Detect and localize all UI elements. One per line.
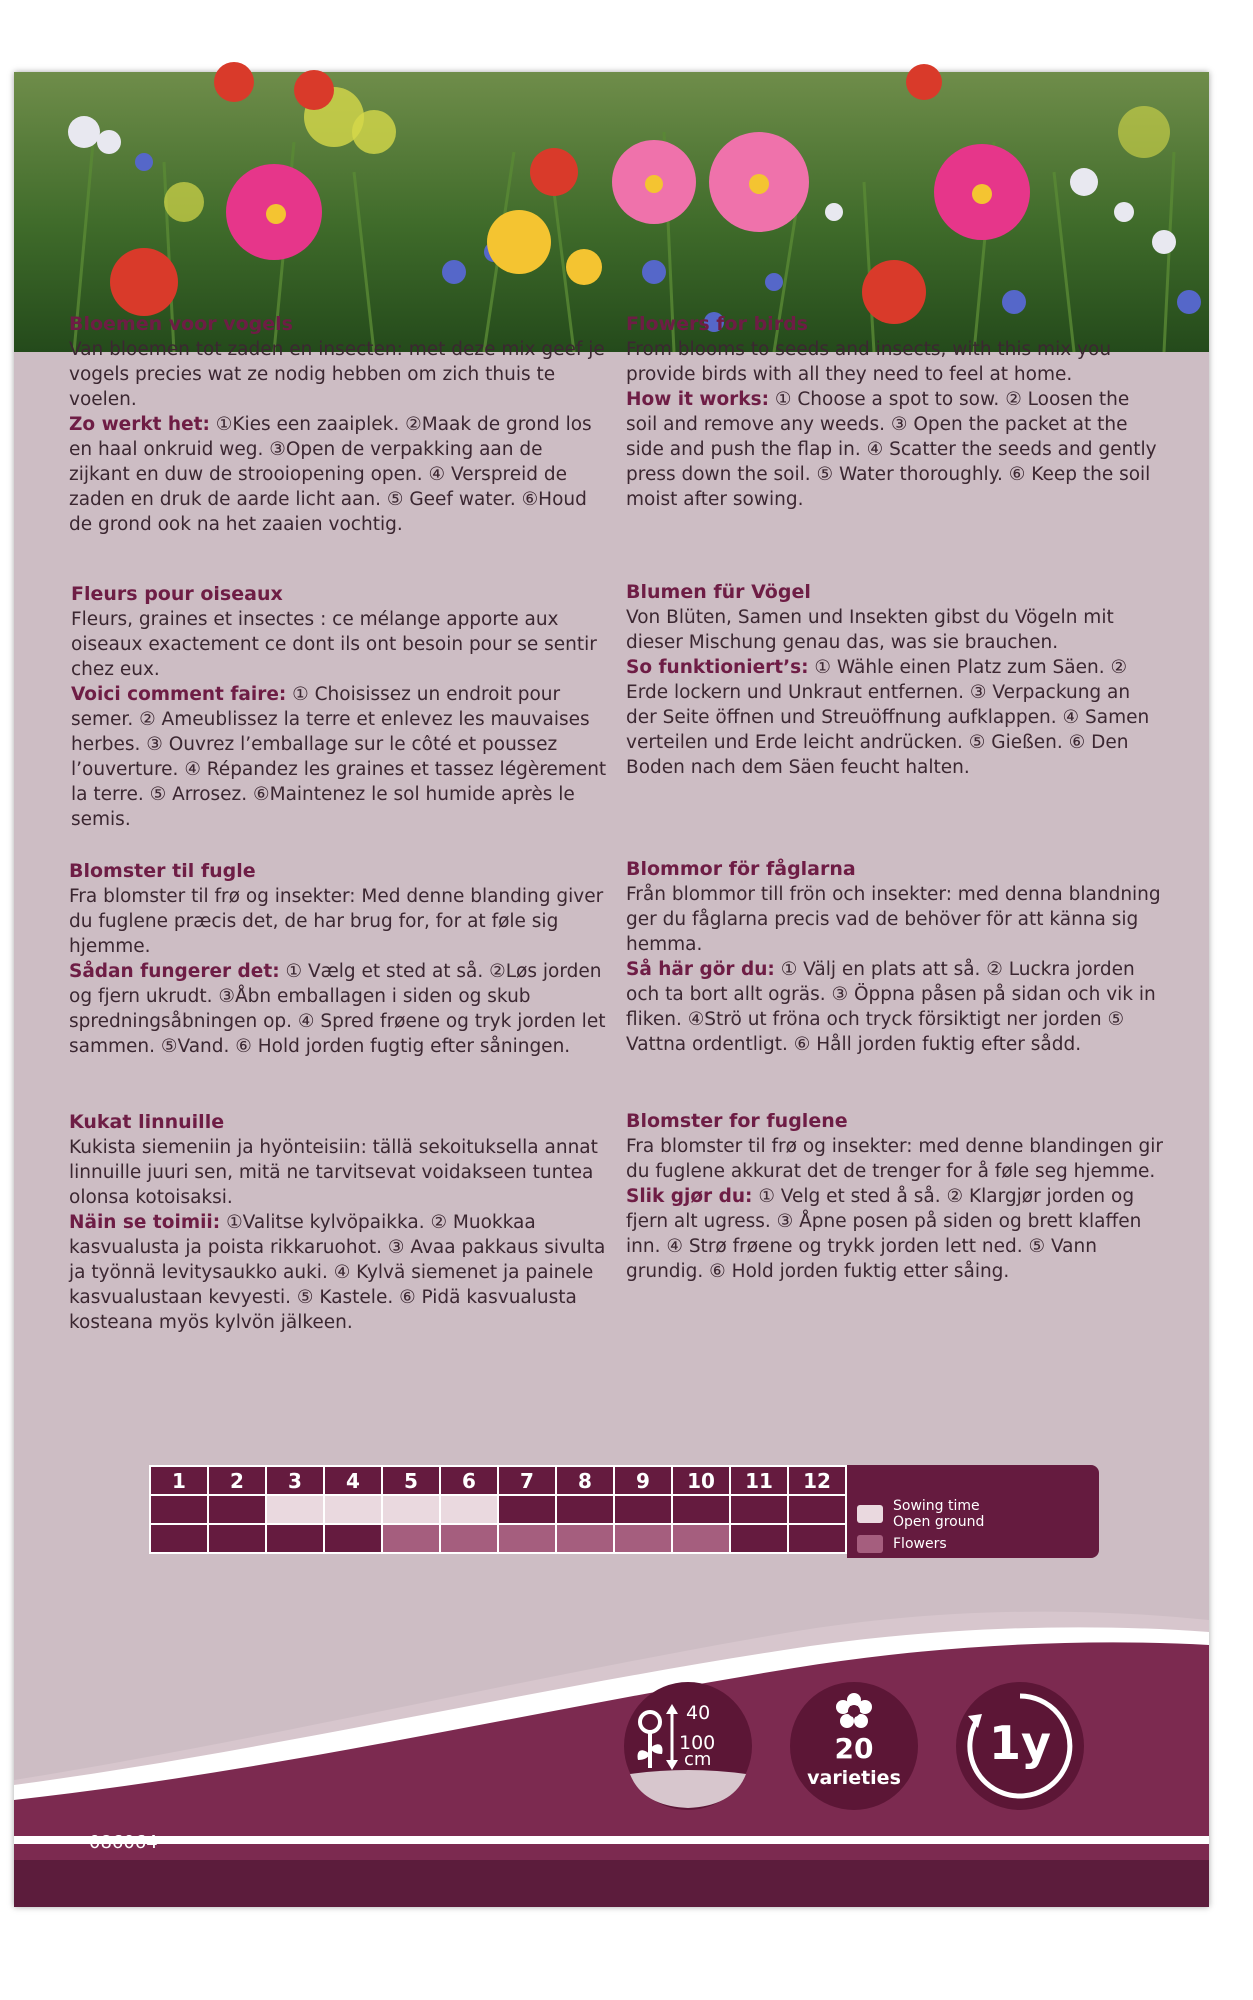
howto-swedish <box>626 957 1166 1057</box>
flowers-cell <box>383 1525 439 1552</box>
heading-english: Flowers for birds <box>626 313 808 335</box>
flowers-cell <box>267 1525 323 1552</box>
sowing-cell <box>383 1496 439 1523</box>
flowers-cell <box>731 1525 787 1552</box>
flowers-cell <box>615 1525 671 1552</box>
intro-french: Fleurs, graines et insectes : ce mélange apporte aux oiseaux exactement ce dont ils ont besoin pour se sentir chez eux. <box>71 609 597 680</box>
sowing-cell <box>441 1496 497 1523</box>
howto-label-french: Voici comment faire: <box>71 684 287 705</box>
calendar-month-row <box>151 1467 845 1494</box>
legend-flowers-label: Flowers <box>893 1536 947 1552</box>
howto-label-norwegian: Slik gjør du: <box>626 1186 753 1207</box>
calendar-legend <box>847 1465 1099 1558</box>
month-1: 1 <box>151 1467 207 1494</box>
varieties-count: 20 <box>834 1732 874 1765</box>
flowers-cell <box>151 1525 207 1552</box>
lifespan-value: 1y <box>989 1716 1051 1770</box>
heading-norwegian: Blomster for fuglene <box>626 1110 848 1132</box>
text-finnish <box>69 1110 609 1335</box>
howto-dutch <box>69 412 609 537</box>
intro-norwegian: Fra blomster til frø og insekter: med denne blandingen gir du fuglene akkurat det de trenger for å føle seg hjemme. <box>626 1136 1164 1182</box>
intro-danish: Fra blomster til frø og insekter: Med denne blanding giver du fuglene præcis det, de har brug for, for at føle sig hjemme. <box>69 886 604 957</box>
varieties-badge <box>790 1682 918 1810</box>
month-11: 11 <box>731 1467 787 1494</box>
text-french <box>71 582 611 832</box>
month-2: 2 <box>209 1467 265 1494</box>
heading-danish: Blomster til fugle <box>69 860 256 882</box>
month-8: 8 <box>557 1467 613 1494</box>
flowers-cell <box>673 1525 729 1552</box>
month-4: 4 <box>325 1467 381 1494</box>
howto-label-swedish: Så här gör du: <box>626 959 775 980</box>
seed-packet-back <box>14 72 1209 1951</box>
height-min: 40 <box>686 1702 711 1724</box>
month-7: 7 <box>499 1467 555 1494</box>
howto-text-french: ① Choisissez un endroit pour semer. ② Ameublissez la terre et enlevez les mauvaises herbes. ③ Ouvrez l’emballage sur le côté et poussez l’ouverture. ④ Répandez les graines et tassez légèrement la terre. ⑤ Arrosez. ⑥Maintenez le sol humide après le semis. <box>71 684 607 830</box>
tagline: A fresh look at seeds <box>249 1922 974 1951</box>
calendar-flowers-row <box>151 1525 845 1552</box>
sowing-cell <box>731 1496 787 1523</box>
howto-text-english: ① Choose a spot to sow. ② Loosen the soil and remove any weeds. ③ Open the packet at the side and push the flap in. ④ Scatter the seeds and gently press down the soil. ⑤ Water thoroughly. ⑥ Keep the soil moist after sowing. <box>626 389 1157 510</box>
howto-label-dutch: Zo werkt het: <box>69 414 210 435</box>
flowers-cell <box>209 1525 265 1552</box>
flowers-cell <box>441 1525 497 1552</box>
month-3: 3 <box>267 1467 323 1494</box>
legend-flowers <box>857 1535 947 1553</box>
sowing-cell <box>615 1496 671 1523</box>
flowers-cell <box>499 1525 555 1552</box>
howto-norwegian <box>626 1184 1166 1284</box>
text-german <box>626 580 1166 780</box>
text-english <box>626 312 1166 512</box>
month-5: 5 <box>383 1467 439 1494</box>
heading-swedish: Blommor för fåglarna <box>626 858 856 880</box>
sowing-cell <box>325 1496 381 1523</box>
howto-text-norwegian: ① Velg et sted å så. ② Klargjør jorden og fjern alt ugress. ③ Åpne posen på siden og brett klaffen inn. ④ Strø frøene og trykk jorden lett ned. ⑤ Vann grundig. ⑥ Hold jorden fuktig etter såing. <box>626 1186 1142 1282</box>
howto-text-dutch: ①Kies een zaaiplek. ②Maak de grond los en haal onkruid weg. ③Open de verpakking aan de zijkant en duw de strooiopening open. ④ Verspreid de zaden en druk de aarde licht aan. ⑤ Geef water. ⑥Houd de grond ook na het zaaien vochtig. <box>69 414 592 535</box>
heading-french: Fleurs pour oiseaux <box>71 583 283 605</box>
howto-label-finnish: Näin se toimii: <box>69 1212 221 1233</box>
legend-flowers-swatch <box>857 1535 883 1553</box>
sowing-cell <box>209 1496 265 1523</box>
height-unit: cm <box>684 1749 712 1770</box>
text-norwegian <box>626 1109 1166 1284</box>
intro-dutch: Van bloemen tot zaden en insecten: met deze mix geef je vogels precies wat ze nodig hebben om zich thuis te voelen. <box>69 339 605 410</box>
howto-danish <box>69 959 609 1059</box>
flower-icon <box>834 1692 874 1732</box>
flowers-cell <box>557 1525 613 1552</box>
howto-finnish <box>69 1210 609 1335</box>
height-badge <box>624 1682 752 1810</box>
sowing-cell <box>557 1496 613 1523</box>
height-max: 100 <box>679 1732 716 1754</box>
calendar-sowing-row <box>151 1496 845 1523</box>
heading-dutch: Bloemen voor vogels <box>69 313 293 335</box>
howto-english <box>626 387 1166 512</box>
legend-sowing <box>857 1498 984 1530</box>
howto-label-english: How it works: <box>626 389 769 410</box>
text-swedish <box>626 857 1166 1057</box>
text-danish <box>69 859 609 1059</box>
howto-text-finnish: ①Valitse kylvöpaikka. ② Muokkaa kasvualusta ja poista rikkaruohot. ③ Avaa pakkaus sivulta ja työnnä levitysaukko auki. ④ Kylvä siemenet ja painele kasvualustaan kevyesti. ⑤ Kastele. ⑥ Pidä kasvualusta kosteana myös kylvön jälkeen. <box>69 1212 606 1333</box>
month-10: 10 <box>673 1467 729 1494</box>
intro-finnish: Kukista siemeniin ja hyönteisiin: tällä sekoituksella annat linnuille juuri sen, mitä ne tarvitsevat voidakseen tuntea olonsa kotoisaksi. <box>69 1137 598 1208</box>
howto-french <box>71 682 611 832</box>
wildflower-illustration <box>14 72 1209 352</box>
flowers-cell <box>325 1525 381 1552</box>
heading-german: Blumen für Vögel <box>626 581 811 603</box>
sowing-cell <box>499 1496 555 1523</box>
wildflower-photo <box>14 72 1209 352</box>
howto-label-german: So funktioniert’s: <box>626 657 809 678</box>
sowing-cell <box>789 1496 845 1523</box>
flowers-cell <box>789 1525 845 1552</box>
text-dutch <box>69 312 609 537</box>
howto-label-danish: Sådan fungerer det: <box>69 961 280 982</box>
legend-sowing-swatch <box>857 1505 883 1523</box>
intro-swedish: Från blommor till frön och insekter: med denna blandning ger du fåglarna precis vad de behöver för att känna sig hemma. <box>626 884 1161 955</box>
legend-open-ground-label: Open ground <box>893 1514 985 1530</box>
sowing-cell <box>267 1496 323 1523</box>
howto-german <box>626 655 1166 780</box>
howto-text-danish: ① Vælg et sted at så. ②Løs jorden og fjern ukrudt. ③Åbn emballagen i siden og skub spredningsåbningen op. ④ Spred frøene og tryk jorden let sammen. ⑤Vand. ⑥ Hold jorden fugtig efter såningen. <box>69 961 606 1057</box>
sowing-cell <box>673 1496 729 1523</box>
month-12: 12 <box>789 1467 845 1494</box>
legend-sowing-text <box>893 1498 984 1530</box>
product-code: 086064 <box>89 1832 158 1853</box>
legend-sowing-label: Sowing time <box>893 1498 980 1514</box>
intro-english: From blooms to seeds and insects, with this mix you provide birds with all they need to feel at home. <box>626 339 1112 385</box>
sowing-cell <box>151 1496 207 1523</box>
varieties-label: varieties <box>807 1767 901 1789</box>
intro-german: Von Blüten, Samen und Insekten gibst du Vögeln mit dieser Mischung genau das, was sie brauchen. <box>626 607 1114 653</box>
month-9: 9 <box>615 1467 671 1494</box>
heading-finnish: Kukat linnuille <box>69 1111 225 1133</box>
calendar-table <box>149 1465 847 1554</box>
sowing-calendar <box>149 1465 985 1554</box>
howto-text-german: ① Wähle einen Platz zum Säen. ② Erde lockern und Unkraut entfernen. ③ Verpackung an der Seite öffnen und Streuöffnung aufklappen. ④ Samen verteilen und Erde leicht andrücken. ⑤ Gießen. ⑥ Den Boden nach dem Säen feucht halten. <box>626 657 1150 778</box>
howto-text-swedish: ① Välj en plats att så. ② Luckra jorden och ta bort allt ogräs. ③ Öppna påsen på sidan och vik in fliken. ④Strö ut fröna och tryck försiktigt ner jorden ⑤ Vattna ordentligt. ⑥ Håll jorden fuktig efter sådd. <box>626 959 1156 1055</box>
month-6: 6 <box>441 1467 497 1494</box>
lifespan-badge <box>956 1682 1084 1810</box>
